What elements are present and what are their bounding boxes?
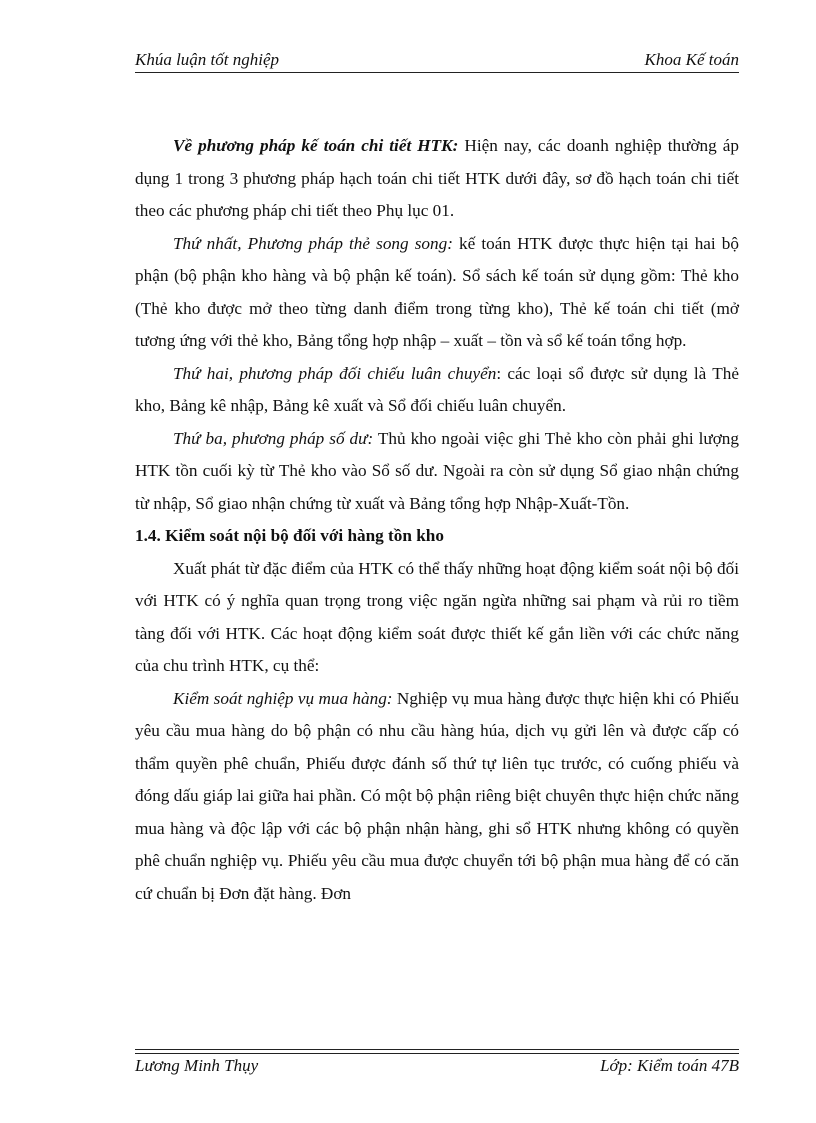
- paragraph-internal-control: [135, 553, 739, 683]
- paragraph-text: : các loại sổ được sử dụng là Thẻ kho, Bảng kê nhập, Bảng kê xuất và Sổ đối chiếu luân chuyển.: [135, 363, 739, 415]
- paragraph-method-overview: [135, 130, 739, 228]
- footer-class: Lớp: Kiểm toán 47B: [600, 1056, 739, 1075]
- header-rule: [135, 72, 739, 73]
- paragraph-balance-method: [135, 423, 739, 521]
- paragraph-rotation-reconcile: [135, 358, 739, 423]
- paragraph-text: Nghiệp vụ mua hàng được thực hiện khi có Phiếu yêu cầu mua hàng do bộ phận có nhu cầu hàng húa, dịch vụ gửi lên và được cấp có thẩm quyền phê chuẩn, Phiếu được đánh số thứ tự liên tục trước, có cuống phiếu và đóng dấu giáp lai giữa hai phần. Có một bộ phận riêng biệt chuyên thực hiện chức năng mua hàng và độc lập với các bộ phận nhận hàng, ghi sổ HTK nhưng không có quyền phê chuẩn nghiệp vụ. Phiếu yêu cầu mua được chuyển tới bộ phận mua hàng để có căn cứ chuẩn bị Đơn đặt hàng. Đơn: [135, 688, 740, 903]
- page-body: [135, 130, 739, 910]
- header-department: Khoa Kế toán: [644, 50, 739, 69]
- page-header: [135, 48, 739, 70]
- lead-term: Kiểm soát nghiệp vụ mua hàng:: [173, 688, 393, 708]
- footer-author: Lương Minh Thụy: [135, 1056, 259, 1075]
- header-thesis-label: Khúa luận tốt nghiệp: [135, 50, 280, 69]
- paragraph-purchase-control: [135, 683, 739, 911]
- footer-rule-thick: [135, 1049, 739, 1050]
- lead-term: Thứ hai, phương pháp đối chiếu luân chuyển: [173, 363, 497, 383]
- paragraph-text: Thủ kho ngoài việc ghi Thẻ kho còn phải ghi lượng HTK tồn cuối kỳ từ Thẻ kho vào Sổ số dư. Ngoài ra còn sử dụng Sổ giao nhận chứng từ nhập, Sổ giao nhận chứng từ xuất và Bảng tổng hợp Nhập-Xuất-Tồn.: [135, 428, 739, 513]
- lead-term: Về phương pháp kế toán chi tiết HTK:: [173, 136, 459, 155]
- paragraph-text: kế toán HTK được thực hiện tại hai bộ phận (bộ phận kho hàng và bộ phận kế toán). Sổ sách kế toán sử dụng gồm: Thẻ kho (Thẻ kho được mở theo từng danh điểm trong từng kho), Thẻ kế toán chi tiết (mở tương ứng với thẻ kho, Bảng tổng hợp nhập – xuất – tồn và sổ kế toán tổng hợp.: [135, 233, 739, 350]
- paragraph-text: Hiện nay, các doanh nghiệp thường áp dụng 1 trong 3 phương pháp hạch toán chi tiết HTK dưới đây, sơ đồ hạch toán chi tiết theo các phương pháp chi tiết theo Phụ lục 01.: [135, 136, 739, 220]
- lead-term: Thứ nhất, Phương pháp thẻ song song:: [173, 233, 453, 253]
- paragraph-text: Xuất phát từ đặc điểm của HTK có thể thấy những hoạt động kiểm soát nội bộ đối với HTK có ý nghĩa quan trọng trong việc ngăn ngừa những sai phạm và rủi ro tiềm tàng đối với HTK. Các hoạt động kiểm soát được thiết kế gắn liền với các chức năng của chu trình HTK, cụ thể:: [135, 558, 739, 675]
- lead-term: Thứ ba, phương pháp số dư:: [173, 428, 374, 448]
- page-footer: [135, 1054, 739, 1078]
- section-heading: 1.4. Kiểm soát nội bộ đối với hàng tồn kho: [135, 526, 444, 545]
- paragraph-parallel-card: [135, 228, 739, 358]
